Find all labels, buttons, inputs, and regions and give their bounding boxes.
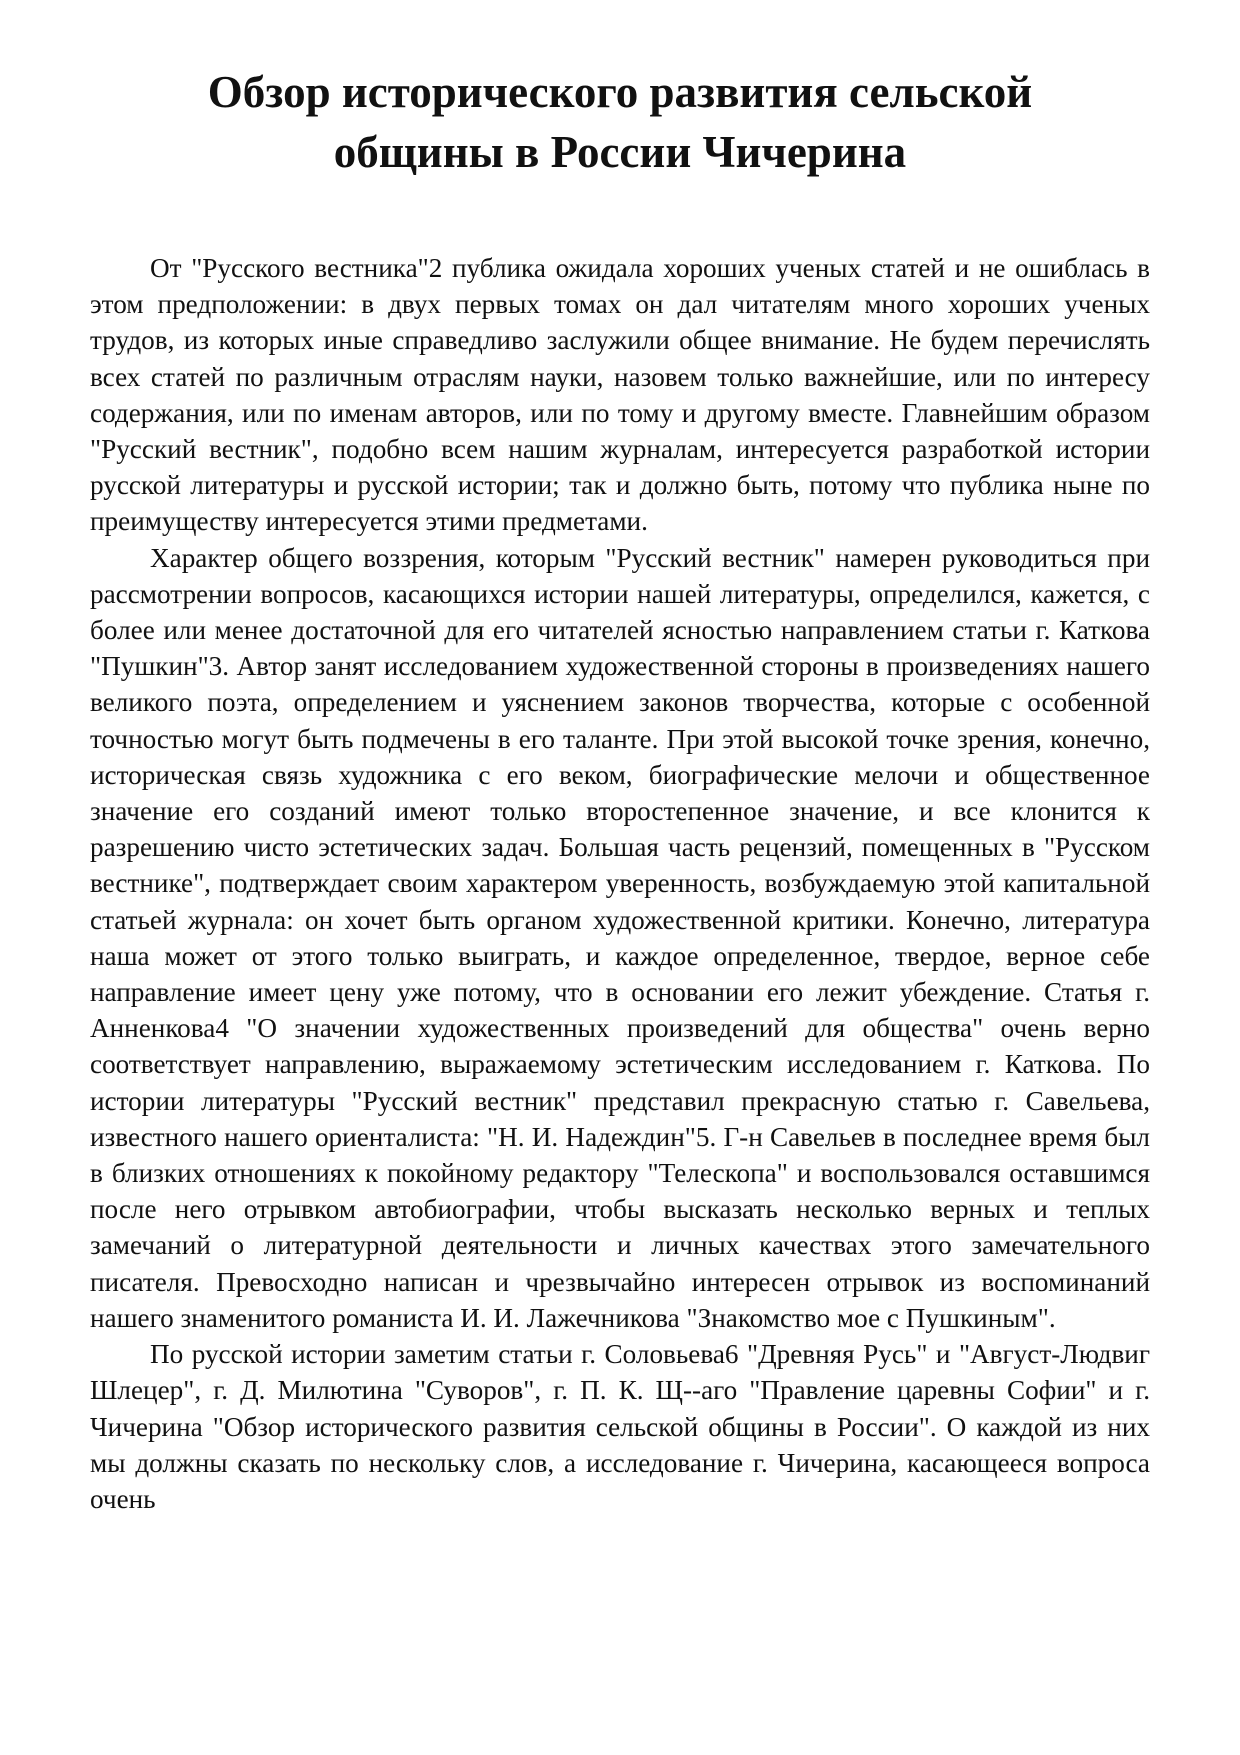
title-line-2: общины в России Чичерина (333, 127, 907, 177)
document-body (90, 250, 1150, 1517)
document-title (90, 62, 1150, 182)
title-line-1: Обзор исторического развития сельской (207, 67, 1033, 117)
paragraph-2: Характер общего воззрения, которым "Русский вестник" намерен руководиться при рассмотрении вопросов, касающихся истории нашей литературы, определился, кажется, с более или менее достаточной для его читателей ясностью направлением статьи г. Каткова "Пушкин"3. Автор занят исследованием художественной стороны в произведениях нашего великого поэта, определением и уяснением законов творчества, которые с особенной точностью могут быть подмечены в его таланте. При этой высокой точке зрения, конечно, историческая связь художника с его веком, биографические мелочи и общественное значение его созданий имеют только второстепенное значение, и все клонится к разрешению чисто эстетических задач. Большая часть рецензий, помещенных в "Русском вестнике", подтверждает своим характером уверенность, возбуждаемую этой капитальной статьей журнала: он хочет быть органом художественной критики. Конечно, литература наша может от этого только выиграть, и каждое определенное, твердое, верное себе направление имеет цену уже потому, что в основании его лежит убеждение. Статья г. Анненкова4 "О значении художественных произведений для общества" очень верно соответствует направлению, выражаемому эстетическим исследованием г. Каткова. По истории литературы "Русский вестник" представил прекрасную статью г. Савельева, известного нашего ориенталиста: "Н. И. Надеждин"5. Г-н Савельев в последнее время был в близких отношениях к покойному редактору "Телескопа" и воспользовался оставшимся после него отрывком автобиографии, чтобы высказать несколько верных и теплых замечаний о литературной деятельности и личных качествах этого замечательного писателя. Превосходно написан и чрезвычайно интересен отрывок из воспоминаний нашего знаменитого романиста И. И. Лажечникова "Знакомство мое с Пушкиным". (90, 542, 1150, 1333)
paragraph-3: По русской истории заметим статьи г. Соловьева6 "Древняя Русь" и "Август-Людвиг Шлецер", г. Д. Милютина "Суворов", г. П. К. Щ--аго "Правление царевны Софии" и г. Чичерина "Обзор исторического развития сельской общины в России". О каждой из них мы должны сказать по нескольку слов, а исследование г. Чичерина, касающееся вопроса очень (90, 1339, 1150, 1514)
paragraph-1: От "Русского вестника"2 публика ожидала хороших ученых статей и не ошиблась в этом предположении: в двух первых томах он дал читателям много хороших ученых трудов, из которых иные справедливо заслужили общее внимание. Не будем перечислять всех статей по различным отраслям науки, назовем только важнейшие, или по интересу содержания, или по именам авторов, или по тому и другому вместе. Главнейшим образом "Русский вестник", подобно всем нашим журналам, интересуется разработкой истории русской литературы и русской истории; так и должно быть, потому что публика ныне по преимуществу интересуется этими предметами. (90, 253, 1150, 537)
